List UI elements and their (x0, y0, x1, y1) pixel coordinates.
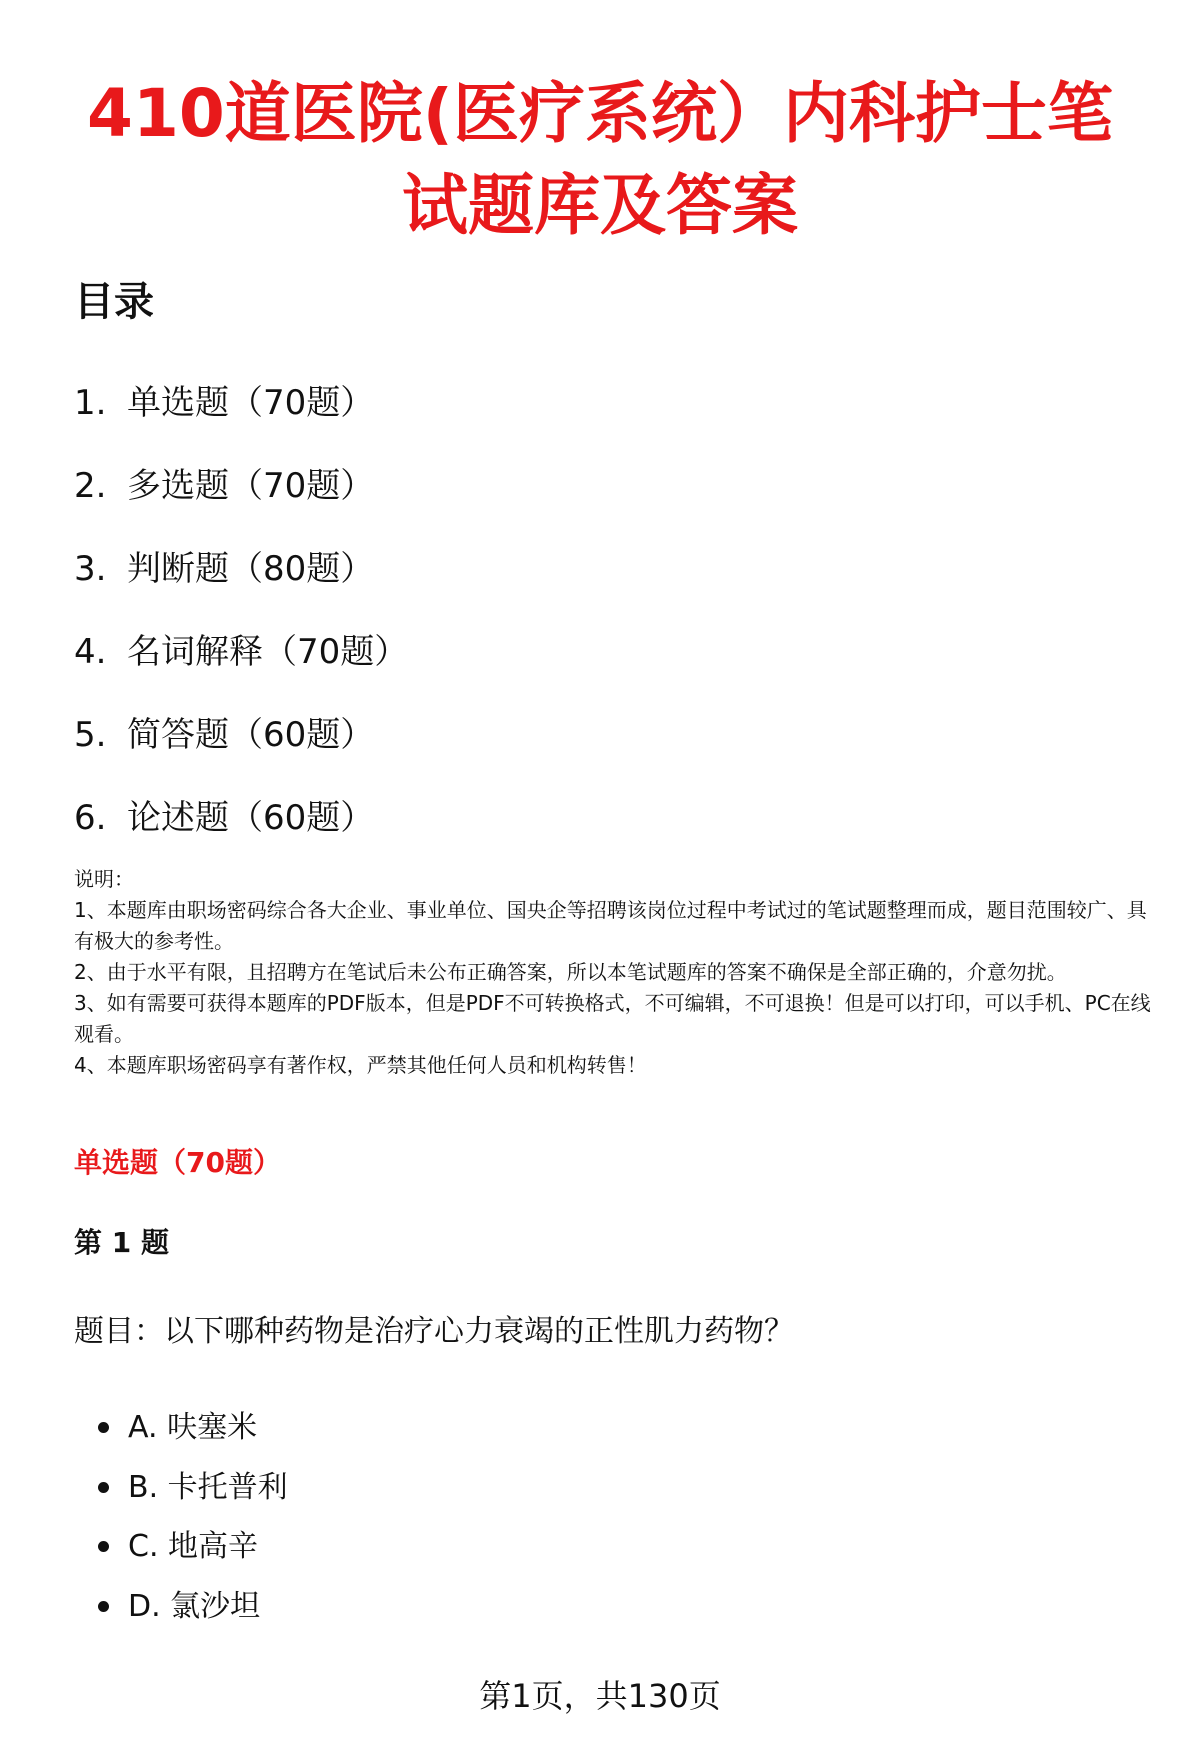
note-line: 4、本题库职场密码享有著作权，严禁其他任何人员和机构转售！ (74, 1053, 647, 1077)
toc-item-number: 1. (74, 383, 107, 423)
notes-block (74, 864, 1164, 1081)
answer-option-text: D. 氯沙坦 (128, 1588, 261, 1624)
toc-item-label: 单选题（70题） (127, 383, 375, 423)
answer-options (74, 1398, 288, 1636)
answer-option (74, 1517, 288, 1577)
toc-item-label: 名词解释（70题） (127, 632, 409, 672)
toc-heading: 目录 (74, 279, 154, 325)
bullet-icon (98, 1482, 109, 1493)
toc-item-number: 2. (74, 466, 107, 506)
notes-heading: 说明： (74, 867, 134, 891)
toc-item-number: 3. (74, 549, 107, 589)
toc-list (74, 362, 408, 860)
question-text: 题目：以下哪种药物是治疗心力衰竭的正性肌力药物？ (74, 1314, 794, 1349)
toc-item-label: 论述题（60题） (127, 798, 375, 838)
answer-option (74, 1458, 288, 1518)
answer-option (74, 1577, 288, 1637)
toc-item-number: 4. (74, 632, 107, 672)
toc-item (74, 694, 408, 777)
toc-item-number: 6. (74, 798, 107, 838)
toc-item (74, 528, 408, 611)
answer-option-text: C. 地高辛 (128, 1529, 259, 1564)
page-footer: 第1页，共130页 (479, 1677, 721, 1715)
toc-item (74, 445, 408, 528)
note-line: 1、本题库由职场密码综合各大企业、事业单位、国央企等招聘该岗位过程中考试过的笔试题整理而成，题目范围较广、具有极大的参考性。 (74, 898, 1147, 953)
toc-item (74, 777, 408, 860)
toc-item-label: 多选题（70题） (127, 466, 375, 506)
toc-item-number: 5. (74, 715, 107, 755)
toc-item-label: 判断题（80题） (127, 549, 375, 589)
note-line: 2、由于水平有限，且招聘方在笔试后未公布正确答案，所以本笔试题库的答案不确保是全部正确的，介意勿扰。 (74, 960, 1067, 984)
answer-option (74, 1398, 288, 1458)
answer-option-text: B. 卡托普利 (128, 1469, 288, 1505)
bullet-icon (98, 1541, 109, 1552)
toc-item (74, 362, 408, 445)
toc-item-label: 简答题（60题） (127, 715, 375, 755)
section-heading: 单选题（70题） (74, 1146, 281, 1179)
bullet-icon (98, 1601, 109, 1612)
note-line: 3、如有需要可获得本题库的PDF版本，但是PDF不可转换格式，不可编辑，不可退换！但是可以打印，可以手机、PC在线观看。 (74, 991, 1151, 1046)
answer-option-text: A. 呋塞米 (128, 1410, 258, 1445)
question-label: 第 1 题 (74, 1226, 169, 1259)
toc-item (74, 611, 408, 694)
bullet-icon (98, 1422, 109, 1433)
document-title: 410道医院(医疗系统）内科护士笔试题库及答案 (87, 75, 1113, 244)
